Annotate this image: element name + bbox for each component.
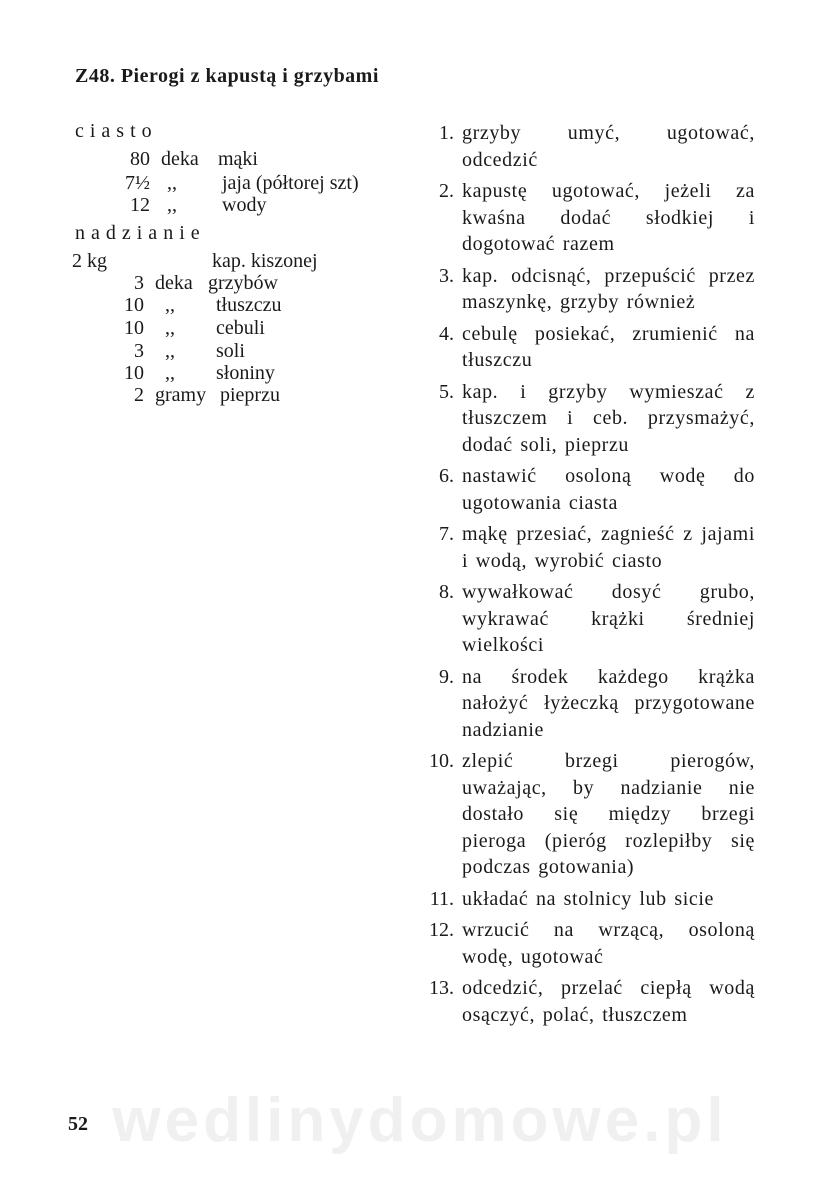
step-number: 3. bbox=[439, 264, 454, 287]
step-text: kap. i grzyby wymieszać z tłuszczem i ceb. przysmażyć, dodać soli, pieprzu bbox=[462, 380, 755, 456]
ingredient-row bbox=[110, 172, 359, 194]
ingredient-name: jaja (półtorej szt) bbox=[222, 172, 359, 194]
step-item bbox=[410, 664, 755, 744]
step-item bbox=[410, 917, 755, 970]
ingredient-unit: ,, bbox=[165, 294, 175, 316]
step-item bbox=[410, 748, 755, 881]
ingredient-name: słoniny bbox=[216, 362, 275, 384]
step-number: 8. bbox=[439, 581, 454, 603]
step-text: na środek każdego krążka nałożyć łyżeczką przygotowane nadzianie bbox=[462, 665, 755, 741]
ingredient-row bbox=[118, 294, 282, 316]
step-text: odcedzić, przelać ciepłą wodą osączyć, polać, tłuszczem bbox=[462, 977, 755, 1026]
ingredient-qty: 10 bbox=[124, 294, 144, 316]
filling-heading: nadzianie bbox=[75, 222, 206, 244]
ingredient-unit: ,, bbox=[165, 317, 175, 339]
ingredient-qty: 3 bbox=[134, 340, 144, 362]
ingredient-name: wody bbox=[222, 194, 267, 216]
ingredient-row bbox=[118, 340, 245, 362]
step-number: 7. bbox=[439, 523, 454, 545]
ingredient-qty: 10 bbox=[124, 317, 144, 339]
step-text: grzyby umyć, ugotować, odcedzić bbox=[462, 122, 755, 171]
ingredient-unit: ,, bbox=[167, 194, 177, 216]
ingredient-row bbox=[118, 148, 258, 170]
step-text: mąkę przesiać, zagnieść z jajami i wodą, wyrobić ciasto bbox=[462, 523, 755, 572]
step-item bbox=[410, 975, 755, 1028]
ingredient-row bbox=[118, 362, 275, 384]
ingredient-qty: 7½ bbox=[125, 172, 150, 194]
step-text: wrzucić na wrzącą, osoloną wodę, ugotować bbox=[462, 919, 755, 968]
dough-heading: ciasto bbox=[75, 120, 158, 142]
step-number: 9. bbox=[439, 665, 454, 688]
ingredient-qty: 2 kg bbox=[72, 250, 107, 272]
step-item bbox=[410, 178, 755, 258]
ingredient-row bbox=[128, 272, 278, 294]
step-text: układać na stolnicy lub sicie bbox=[462, 887, 715, 910]
recipe-title: Z48. Pierogi z kapustą i grzybami bbox=[75, 65, 379, 87]
ingredient-unit: deka bbox=[155, 272, 193, 294]
step-text: wywałkować dosyć grubo, wykrawać krążki średniej wielkości bbox=[462, 581, 755, 656]
step-number: 10. bbox=[429, 750, 454, 772]
step-number: 5. bbox=[439, 380, 454, 403]
ingredient-row bbox=[118, 317, 265, 339]
step-text: kapustę ugotować, jeżeli za kwaśna dodać słodkiej i dogotować razem bbox=[462, 180, 755, 255]
ingredient-name: grzybów bbox=[208, 272, 278, 294]
ingredient-unit: ,, bbox=[165, 340, 175, 362]
step-text: cebulę posiekać, zrumienić na tłuszczu bbox=[462, 322, 755, 371]
ingredient-qty: 10 bbox=[124, 362, 144, 384]
step-number: 13. bbox=[429, 977, 454, 999]
ingredient-unit: ,, bbox=[167, 172, 177, 194]
ingredient-qty: 3 bbox=[134, 272, 144, 294]
step-text: kap. odcisnąć, przepuścić przez maszynkę, grzyby również bbox=[462, 264, 755, 313]
ingredient-qty: 80 bbox=[130, 148, 150, 170]
step-item bbox=[410, 263, 755, 316]
page-number: 52 bbox=[68, 1113, 88, 1135]
step-item bbox=[410, 463, 755, 516]
step-number: 4. bbox=[439, 322, 454, 345]
ingredient-name: pieprzu bbox=[220, 384, 280, 406]
ingredient-name: soli bbox=[216, 340, 245, 362]
ingredient-row bbox=[118, 194, 266, 216]
watermark: wedlinydomowe.pl bbox=[112, 1086, 728, 1155]
step-number: 6. bbox=[439, 465, 454, 487]
ingredient-unit: gramy bbox=[155, 384, 207, 406]
step-item bbox=[410, 120, 755, 173]
preparation-steps bbox=[410, 120, 755, 1033]
step-text: nastawić osoloną wodę do ugotowania ciasta bbox=[462, 465, 755, 514]
step-number: 1. bbox=[439, 122, 454, 144]
ingredient-name: cebuli bbox=[216, 317, 265, 339]
step-text: zlepić brzegi pierogów, uważając, by nadzianie nie dostało się między brzegi pieroga (pieróg rozlepiłby się podczas gotowania) bbox=[462, 750, 755, 878]
ingredient-name: mąki bbox=[218, 148, 258, 170]
ingredient-unit: deka bbox=[161, 148, 199, 170]
ingredient-unit: ,, bbox=[165, 362, 175, 384]
step-number: 12. bbox=[429, 919, 454, 941]
ingredient-name: tłuszczu bbox=[216, 294, 282, 316]
step-number: 11. bbox=[429, 887, 454, 910]
step-number: 2. bbox=[439, 180, 454, 202]
step-item bbox=[410, 521, 755, 574]
ingredient-qty: 2 bbox=[134, 384, 144, 406]
step-item bbox=[410, 886, 755, 913]
ingredient-row bbox=[72, 250, 318, 272]
ingredient-name: kap. kiszonej bbox=[212, 250, 318, 272]
step-item bbox=[410, 321, 755, 374]
step-item bbox=[410, 379, 755, 459]
ingredient-qty: 12 bbox=[130, 194, 150, 216]
step-item bbox=[410, 579, 755, 659]
ingredient-row bbox=[132, 384, 280, 406]
